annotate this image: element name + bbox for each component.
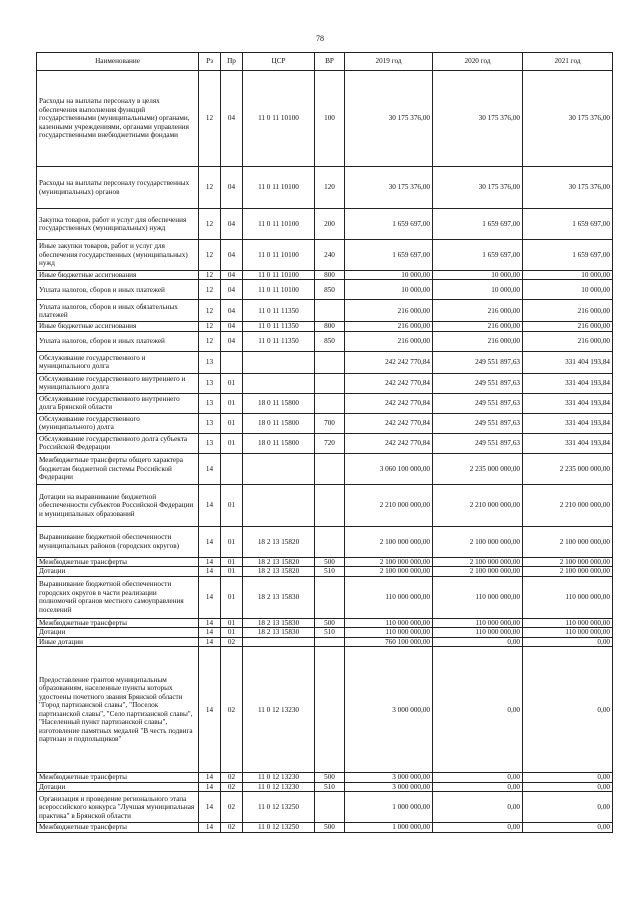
row-2019: 30 175 376,00 (345, 167, 433, 209)
row-2019: 1 000 000,00 (345, 823, 433, 832)
row-name: Предоставление грантов муниципальным образованиям, населенные пункты которых удостоены почетного звания Брянской области "Город партизанской славы", "Поселок партизанской славы", "Село партизанской славы", "Населенный пункт партизанской славы", изготовление памятных медалей "В честь подвига партизан и подпольщиков" (37, 647, 199, 773)
row-vr: 510 (315, 567, 345, 576)
row-vr: 120 (315, 167, 345, 209)
row-csr: 11 0 12 13250 (243, 823, 315, 832)
row-csr: 11 0 11 10100 (243, 271, 315, 280)
row-2020: 216 000,00 (433, 331, 523, 351)
row-pr: 02 (221, 792, 243, 823)
row-rz: 14 (199, 618, 221, 627)
row-pr: 04 (221, 300, 243, 322)
table-row (37, 300, 613, 322)
table-row (37, 647, 613, 773)
table-row (37, 576, 613, 618)
table-row (37, 240, 613, 271)
row-pr: 04 (221, 167, 243, 209)
row-2021: 331 404 193,84 (523, 413, 613, 433)
row-pr: 04 (221, 240, 243, 271)
row-vr: 500 (315, 557, 345, 566)
row-name: Дотации (37, 782, 199, 791)
row-csr: 18 2 13 15830 (243, 628, 315, 637)
row-vr: 240 (315, 240, 345, 271)
row-name: Межбюджетные трансферты (37, 618, 199, 627)
table-row (37, 637, 613, 646)
row-pr: 04 (221, 71, 243, 167)
row-2019: 2 100 000 000,00 (345, 526, 433, 557)
table-row (37, 271, 613, 280)
row-2019: 2 100 000 000,00 (345, 557, 433, 566)
row-rz: 12 (199, 71, 221, 167)
row-csr (243, 484, 315, 526)
row-vr: 100 (315, 71, 345, 167)
row-2019: 2 210 000 000,00 (345, 484, 433, 526)
row-2020: 0,00 (433, 773, 523, 782)
row-rz: 14 (199, 576, 221, 618)
row-pr: 04 (221, 209, 243, 240)
table-row (37, 413, 613, 433)
row-name: Иные закупки товаров, работ и услуг для обеспечения государственных (муниципальных) нужд (37, 240, 199, 271)
row-csr: 18 2 13 15820 (243, 557, 315, 566)
row-2019: 3 000 000,00 (345, 773, 433, 782)
row-2020: 30 175 376,00 (433, 167, 523, 209)
row-name: Выравнивание бюджетной обеспеченности городских округов в части реализации полномочий органов местного самоуправления поселений (37, 576, 199, 618)
row-vr (315, 526, 345, 557)
row-pr: 01 (221, 373, 243, 393)
row-name: Обслуживание государственного и муниципального долга (37, 351, 199, 373)
row-name: Межбюджетные трансферты (37, 773, 199, 782)
row-2019: 10 000,00 (345, 271, 433, 280)
row-2021: 331 404 193,84 (523, 351, 613, 373)
row-2020: 1 659 697,00 (433, 209, 523, 240)
row-2019: 216 000,00 (345, 300, 433, 322)
row-rz: 14 (199, 792, 221, 823)
row-2019: 3 060 100 000,00 (345, 453, 433, 484)
table-row (37, 567, 613, 576)
row-rz: 14 (199, 773, 221, 782)
row-2020: 0,00 (433, 647, 523, 773)
row-pr: 01 (221, 618, 243, 627)
row-2020: 216 000,00 (433, 300, 523, 322)
row-2021: 331 404 193,84 (523, 433, 613, 453)
row-name: Уплата налогов, сборов и иных платежей (37, 280, 199, 300)
row-pr: 01 (221, 567, 243, 576)
row-2021: 10 000,00 (523, 271, 613, 280)
table-row (37, 393, 613, 413)
row-2021: 331 404 193,84 (523, 393, 613, 413)
row-vr: 700 (315, 413, 345, 433)
row-2021: 0,00 (523, 647, 613, 773)
row-vr: 500 (315, 823, 345, 832)
row-vr: 510 (315, 628, 345, 637)
row-2019: 30 175 376,00 (345, 71, 433, 167)
row-2020: 2 210 000 000,00 (433, 484, 523, 526)
row-2019: 3 000 000,00 (345, 647, 433, 773)
row-2020: 0,00 (433, 823, 523, 832)
row-2021: 2 235 000 000,00 (523, 453, 613, 484)
row-name: Дотации (37, 628, 199, 637)
row-vr (315, 373, 345, 393)
row-2020: 10 000,00 (433, 271, 523, 280)
table-row (37, 792, 613, 823)
row-rz: 12 (199, 271, 221, 280)
budget-table (36, 52, 613, 833)
header-pr: Пр (221, 53, 243, 71)
row-2020: 2 100 000 000,00 (433, 567, 523, 576)
row-2020: 249 551 897,63 (433, 373, 523, 393)
row-2021: 216 000,00 (523, 331, 613, 351)
row-2019: 2 100 000 000,00 (345, 567, 433, 576)
row-csr: 11 0 11 11350 (243, 300, 315, 322)
row-2020: 1 659 697,00 (433, 240, 523, 271)
row-name: Межбюджетные трансферты (37, 823, 199, 832)
row-2021: 216 000,00 (523, 322, 613, 331)
row-csr: 11 0 11 10100 (243, 167, 315, 209)
row-rz: 12 (199, 300, 221, 322)
row-name: Обслуживание государственного (муниципального) долга (37, 413, 199, 433)
row-csr: 18 2 13 15830 (243, 576, 315, 618)
row-name: Уплата налогов, сборов и иных обязательных платежей (37, 300, 199, 322)
table-header-row (37, 53, 613, 71)
row-2020: 2 235 000 000,00 (433, 453, 523, 484)
row-csr: 11 0 11 11350 (243, 331, 315, 351)
row-rz: 12 (199, 280, 221, 300)
row-vr: 800 (315, 271, 345, 280)
row-csr (243, 351, 315, 373)
row-2021: 2 210 000 000,00 (523, 484, 613, 526)
table-row (37, 280, 613, 300)
table-row (37, 557, 613, 566)
row-2020: 110 000 000,00 (433, 628, 523, 637)
row-vr: 850 (315, 331, 345, 351)
row-pr: 04 (221, 331, 243, 351)
row-csr: 11 0 12 13230 (243, 773, 315, 782)
row-2019: 110 000 000,00 (345, 576, 433, 618)
row-rz: 14 (199, 526, 221, 557)
header-vr: ВР (315, 53, 345, 71)
row-pr (221, 351, 243, 373)
row-pr: 01 (221, 413, 243, 433)
row-vr: 720 (315, 433, 345, 453)
row-2019: 110 000 000,00 (345, 618, 433, 627)
row-vr: 200 (315, 209, 345, 240)
row-2020: 0,00 (433, 637, 523, 646)
row-csr: 11 0 11 11350 (243, 322, 315, 331)
row-2020: 249 551 897,63 (433, 393, 523, 413)
row-2021: 0,00 (523, 792, 613, 823)
row-2021: 1 659 697,00 (523, 240, 613, 271)
row-2020: 216 000,00 (433, 322, 523, 331)
page-number: 78 (316, 34, 324, 43)
row-2021: 0,00 (523, 637, 613, 646)
header-2020: 2020 год (433, 53, 523, 71)
row-pr: 04 (221, 322, 243, 331)
row-2019: 760 100 000,00 (345, 637, 433, 646)
row-rz: 13 (199, 373, 221, 393)
row-name: Закупка товаров, работ и услуг для обеспечения государственных (муниципальных) нужд (37, 209, 199, 240)
row-vr (315, 453, 345, 484)
row-2021: 110 000 000,00 (523, 576, 613, 618)
row-2021: 2 100 000 000,00 (523, 567, 613, 576)
row-name: Обслуживание государственного внутреннего долга Брянской области (37, 393, 199, 413)
header-rz: Рз (199, 53, 221, 71)
table-row (37, 71, 613, 167)
table-row (37, 433, 613, 453)
header-name: Наименование (37, 53, 199, 71)
row-2021: 0,00 (523, 773, 613, 782)
row-2021: 0,00 (523, 823, 613, 832)
row-2020: 249 551 897,63 (433, 413, 523, 433)
row-pr: 02 (221, 637, 243, 646)
row-2020: 0,00 (433, 782, 523, 791)
table-row (37, 782, 613, 791)
row-2020: 30 175 376,00 (433, 71, 523, 167)
row-csr: 18 0 11 15800 (243, 433, 315, 453)
row-vr: 800 (315, 322, 345, 331)
row-rz: 13 (199, 433, 221, 453)
row-pr (221, 453, 243, 484)
row-rz: 14 (199, 637, 221, 646)
row-2019: 10 000,00 (345, 280, 433, 300)
row-vr (315, 637, 345, 646)
row-vr (315, 351, 345, 373)
table-row (37, 628, 613, 637)
row-vr (315, 393, 345, 413)
row-2020: 249 551 897,63 (433, 351, 523, 373)
table-row (37, 351, 613, 373)
row-2021: 30 175 376,00 (523, 167, 613, 209)
table-row (37, 618, 613, 627)
row-csr: 11 0 11 10100 (243, 280, 315, 300)
row-csr: 18 2 13 15820 (243, 567, 315, 576)
row-2019: 242 242 770,84 (345, 351, 433, 373)
row-2021: 1 659 697,00 (523, 209, 613, 240)
table-row (37, 322, 613, 331)
row-2020: 10 000,00 (433, 280, 523, 300)
row-pr: 04 (221, 280, 243, 300)
row-rz: 14 (199, 647, 221, 773)
row-pr: 02 (221, 823, 243, 832)
row-rz: 12 (199, 240, 221, 271)
row-csr: 18 2 13 15830 (243, 618, 315, 627)
row-2019: 216 000,00 (345, 322, 433, 331)
row-vr (315, 300, 345, 322)
row-pr: 04 (221, 271, 243, 280)
row-name: Дотации на выравнивание бюджетной обеспеченности субъектов Российской Федерации и муниципальных образований (37, 484, 199, 526)
row-2020: 2 100 000 000,00 (433, 526, 523, 557)
row-2021: 10 000,00 (523, 280, 613, 300)
row-2019: 1 000 000,00 (345, 792, 433, 823)
row-vr: 500 (315, 618, 345, 627)
row-rz: 14 (199, 453, 221, 484)
row-name: Иные дотации (37, 637, 199, 646)
row-2019: 216 000,00 (345, 331, 433, 351)
row-2021: 2 100 000 000,00 (523, 557, 613, 566)
row-csr (243, 637, 315, 646)
table-row (37, 773, 613, 782)
row-2021: 0,00 (523, 782, 613, 791)
row-2019: 110 000 000,00 (345, 628, 433, 637)
row-name: Иные бюджетные ассигнования (37, 322, 199, 331)
row-2019: 3 000 000,00 (345, 782, 433, 791)
row-pr: 01 (221, 576, 243, 618)
row-pr: 01 (221, 557, 243, 566)
row-2021: 30 175 376,00 (523, 71, 613, 167)
table-row (37, 373, 613, 393)
row-vr (315, 792, 345, 823)
row-csr: 11 0 12 13250 (243, 792, 315, 823)
table-row (37, 823, 613, 832)
row-name: Обслуживание государственного внутреннего и муниципального долга (37, 373, 199, 393)
row-csr: 18 0 11 15800 (243, 393, 315, 413)
row-2021: 216 000,00 (523, 300, 613, 322)
row-rz: 14 (199, 823, 221, 832)
row-pr: 02 (221, 773, 243, 782)
row-name: Дотации (37, 567, 199, 576)
row-pr: 01 (221, 484, 243, 526)
table-row (37, 167, 613, 209)
row-rz: 14 (199, 567, 221, 576)
row-vr: 850 (315, 280, 345, 300)
row-2019: 242 242 770,84 (345, 373, 433, 393)
row-rz: 13 (199, 393, 221, 413)
row-2020: 0,00 (433, 792, 523, 823)
row-vr: 500 (315, 773, 345, 782)
row-name: Расходы на выплаты персоналу государственных (муниципальных) органов (37, 167, 199, 209)
table-row (37, 209, 613, 240)
row-rz: 12 (199, 322, 221, 331)
header-2021: 2021 год (523, 53, 613, 71)
row-rz: 14 (199, 628, 221, 637)
row-2021: 110 000 000,00 (523, 618, 613, 627)
row-csr: 11 0 12 13230 (243, 647, 315, 773)
row-2021: 2 100 000 000,00 (523, 526, 613, 557)
row-rz: 12 (199, 331, 221, 351)
row-vr (315, 647, 345, 773)
row-rz: 13 (199, 413, 221, 433)
row-vr: 510 (315, 782, 345, 791)
row-pr: 02 (221, 782, 243, 791)
header-csr: ЦСР (243, 53, 315, 71)
row-rz: 14 (199, 484, 221, 526)
row-csr: 11 0 11 10100 (243, 71, 315, 167)
row-pr: 01 (221, 393, 243, 413)
row-name: Межбюджетные трансферты общего характера бюджетам бюджетной системы Российской Федерации (37, 453, 199, 484)
row-2021: 110 000 000,00 (523, 628, 613, 637)
row-rz: 12 (199, 167, 221, 209)
row-2021: 331 404 193,84 (523, 373, 613, 393)
row-rz: 12 (199, 209, 221, 240)
row-rz: 14 (199, 782, 221, 791)
table-row (37, 331, 613, 351)
row-csr (243, 453, 315, 484)
row-2020: 249 551 897,63 (433, 433, 523, 453)
header-2019: 2019 год (345, 53, 433, 71)
row-csr: 18 0 11 15800 (243, 413, 315, 433)
row-name: Уплата налогов, сборов и иных платежей (37, 331, 199, 351)
row-2020: 2 100 000 000,00 (433, 557, 523, 566)
row-pr: 01 (221, 433, 243, 453)
row-2020: 110 000 000,00 (433, 576, 523, 618)
row-2020: 110 000 000,00 (433, 618, 523, 627)
row-2019: 242 242 770,84 (345, 433, 433, 453)
row-name: Межбюджетные трансферты (37, 557, 199, 566)
row-2019: 1 659 697,00 (345, 240, 433, 271)
row-csr: 11 0 11 10100 (243, 209, 315, 240)
row-csr (243, 373, 315, 393)
row-name: Организация и проведение регионального этапа всероссийского конкурса "Лучшая муниципальная практика" в Брянской области (37, 792, 199, 823)
row-pr: 01 (221, 526, 243, 557)
row-vr (315, 484, 345, 526)
row-pr: 01 (221, 628, 243, 637)
row-2019: 1 659 697,00 (345, 209, 433, 240)
row-rz: 14 (199, 557, 221, 566)
row-pr: 02 (221, 647, 243, 773)
table-row (37, 526, 613, 557)
row-2019: 242 242 770,84 (345, 413, 433, 433)
row-csr: 11 0 12 13230 (243, 782, 315, 791)
row-csr: 18 2 13 15820 (243, 526, 315, 557)
table-row (37, 453, 613, 484)
row-name: Иные бюджетные ассигнования (37, 271, 199, 280)
row-rz: 13 (199, 351, 221, 373)
row-name: Обслуживание государственного долга субъекта Российской Федерации (37, 433, 199, 453)
row-csr: 11 0 11 10100 (243, 240, 315, 271)
row-2019: 242 242 770,84 (345, 393, 433, 413)
table-row (37, 484, 613, 526)
row-name: Расходы на выплаты персоналу в целях обеспечения выполнения функций государственными (муниципальными) органами, казенными учреждениями, органами управления государственными внебюджетными фондами (37, 71, 199, 167)
row-vr (315, 576, 345, 618)
row-name: Выравнивание бюджетной обеспеченности муниципальных районов (городских округов) (37, 526, 199, 557)
